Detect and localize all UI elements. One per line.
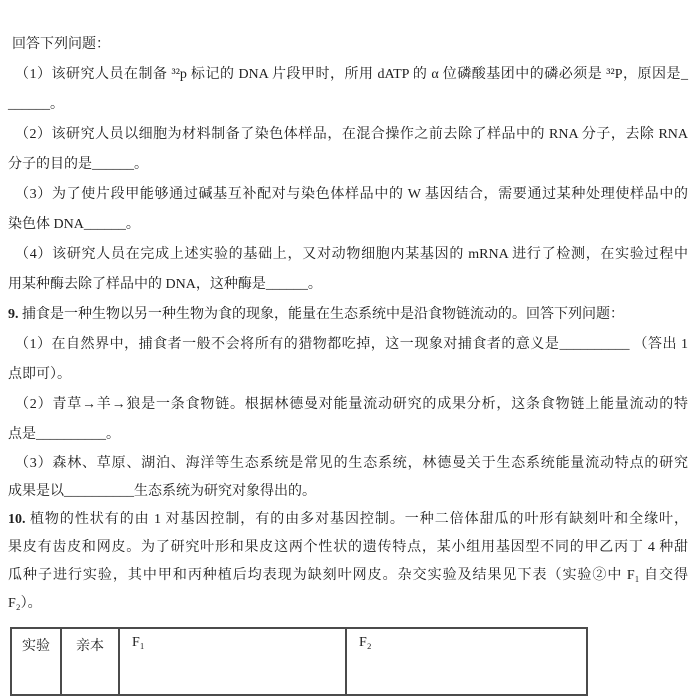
line-text: （1）在自然界中，捕食者一般不会将所有的猎物都吃掉，这一现象对捕食者的意义是__________ （答出 1 — [15, 337, 688, 352]
table-header-cell: 亲本 — [61, 628, 119, 695]
text-line — [8, 478, 688, 506]
cross-experiment-table — [10, 627, 588, 696]
text-line — [8, 240, 688, 270]
line-text: 分子的目的是______。 — [8, 157, 148, 172]
line-text: （3）为了使片段甲能够通过碱基互补配对与染色体样品中的 W 基因结合，需要通过某种处理使样品中的 — [15, 187, 688, 202]
question-number: 10. — [8, 512, 26, 527]
text-line — [8, 390, 688, 420]
text-line — [8, 590, 688, 618]
line-text: 捕食是一种生物以另一种生物为食的现象，能量在生态系统中是沿食物链流动的。回答下列问题： — [18, 307, 624, 322]
line-text: （2）该研究人员以细胞为材料制备了染色体样品，在混合操作之前去除了样品中的 RNA 分子，去除 RNA — [15, 127, 688, 142]
line-text: （2）青草→羊→狼是一条食物链。根据林德曼对能量流动研究的成果分析，这条食物链上能量流动的特 — [15, 397, 688, 412]
line-text: 点是__________。 — [8, 427, 120, 442]
line-text: ______。 — [8, 97, 64, 112]
line-text: （4）该研究人员在完成上述实验的基础上，又对动物细胞内某基因的 mRNA 进行了检测，在实验过程中 — [15, 247, 688, 262]
line-text: 果皮有齿皮和网皮。为了研究叶形和果皮这两个性状的遗传特点，某小组用基因型不同的甲乙丙丁 4 种甜 — [8, 540, 688, 555]
text-line — [8, 60, 688, 90]
table-header-cell: 实验 — [11, 628, 61, 695]
text-line — [8, 120, 688, 150]
line-text: （3）森林、草原、湖泊、海洋等生态系统是常见的生态系统，林德曼关于生态系统能量流动特点的研究 — [15, 456, 688, 471]
line-text: 点即可）。 — [8, 367, 71, 382]
line-text: 回答下列问题： — [12, 37, 110, 52]
text-line — [8, 300, 688, 330]
line-text: 成果是以__________生态系统为研究对象得出的。 — [8, 484, 316, 499]
line-text: F₂）。 — [8, 596, 42, 611]
text-line — [8, 150, 688, 180]
question-number: 9. — [8, 307, 19, 322]
text-line — [8, 360, 688, 390]
question-text-block — [8, 30, 688, 618]
text-line — [8, 534, 688, 562]
line-text: 用某种酶去除了样品中的 DNA，这种酶是______。 — [8, 277, 322, 292]
line-text: 植物的性状有的由 1 对基因控制，有的由多对基因控制。一种二倍体甜瓜的叶形有缺刻叶和全缘叶， — [25, 512, 688, 527]
text-line — [8, 562, 688, 590]
table-header-cell: F₁ — [119, 628, 346, 695]
text-line — [8, 90, 688, 120]
text-line — [8, 506, 688, 534]
text-line — [8, 210, 688, 240]
text-line — [8, 270, 688, 300]
line-text: 染色体 DNA______。 — [8, 217, 140, 232]
line-text: （1）该研究人员在制备 ³²p 标记的 DNA 片段甲时，所用 dATP 的 α 位磷酸基团中的磷必须是 ³²P，原因是_ — [15, 67, 688, 82]
text-line — [8, 30, 688, 60]
text-line — [8, 330, 688, 360]
text-line — [8, 450, 688, 478]
text-line — [8, 180, 688, 210]
table-header-cell: F₂ — [346, 628, 587, 695]
text-line — [8, 420, 688, 450]
table-header-row — [11, 628, 587, 695]
line-text: 瓜种子进行实验，其中甲和丙种植后均表现为缺刻叶网皮。杂交实验及结果见下表（实验②中 F₁ 自交得 — [8, 568, 688, 583]
